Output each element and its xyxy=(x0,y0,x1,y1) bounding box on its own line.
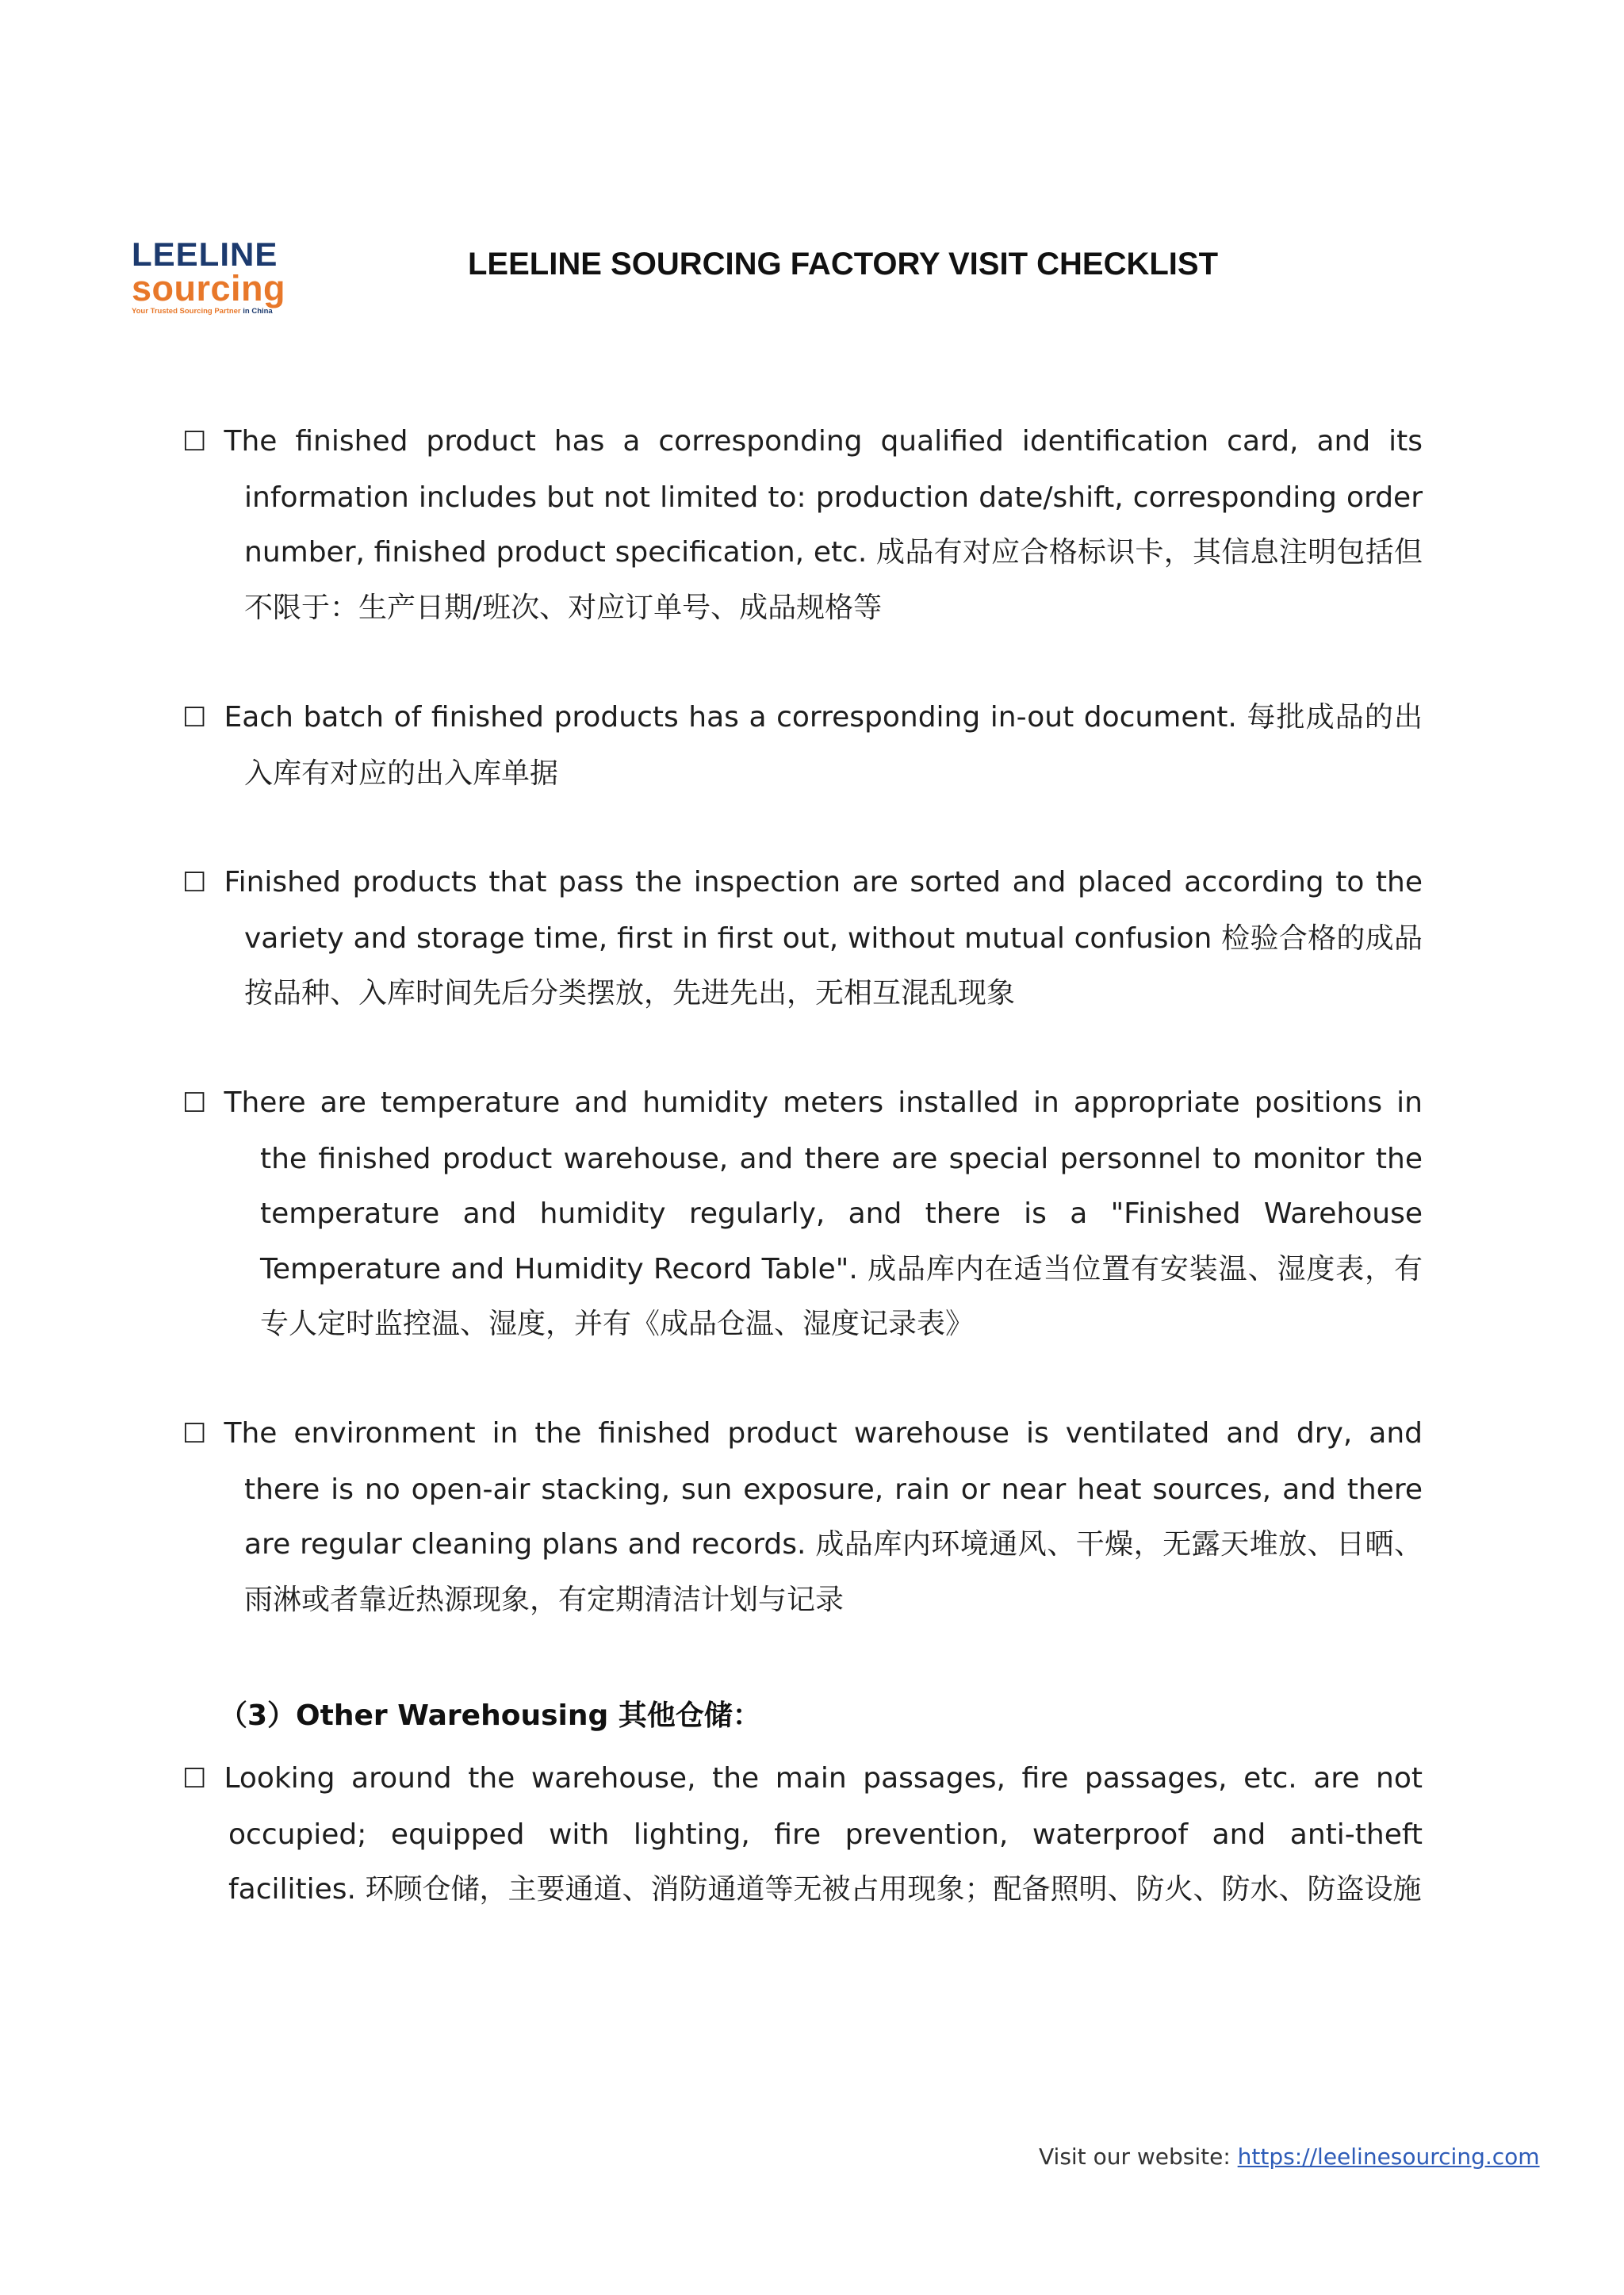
checkbox-icon[interactable]: ☐ xyxy=(182,1418,207,1450)
item-text-en: Each batch of finished products has a corresponding in-out document. xyxy=(224,701,1237,734)
item-text-en: Finished products that pass the inspection are sorted and placed according to the variety and storage time, first in first out, without mutual confusion xyxy=(224,866,1423,955)
section-heading: （3）Other Warehousing 其他仓储： xyxy=(219,1699,761,1732)
item-text-zh: 环顾仓储，主要通道、消防通道等无被占用现象；配备照明、防火、防水、防盗设施 xyxy=(365,1873,1422,1906)
item-text-en: Looking around the warehouse, the main passages, fire passages, etc. are not occupied; equipped with lighting, fire prevention, waterproof and anti-theft facilities. xyxy=(224,1762,1423,1906)
checklist-item xyxy=(182,1751,1423,1918)
checkbox-icon[interactable]: ☐ xyxy=(182,426,207,458)
checkbox-icon[interactable]: ☐ xyxy=(182,867,207,898)
item-text-en: The environment in the finished product warehouse is ventilated and dry, and there is no open-air stacking, sun exposure, rain or near heat sources, and there are regular cleaning plans and records. xyxy=(224,1417,1423,1561)
logo-wordmark-leeline: LEELINE xyxy=(132,236,278,273)
item-text-en: The finished product has a corresponding qualified identification card, and its information includes but not limited to: production date/shift, corresponding order number, finished product specification, etc. xyxy=(224,425,1423,569)
website-link[interactable]: https://leelinesourcing.com xyxy=(1237,2144,1540,2170)
item-text-en: There are temperature and humidity meters installed in appropriate positions in the finished product warehouse, and there are special personnel to monitor the temperature and humidity regularly, and there is a "Finished Warehouse Temperature and Humidity Record Table". xyxy=(224,1086,1423,1285)
item-text-zh: 检验合格的成品按品种、入库时间先后分类摆放，先进先出，无相互混乱现象 xyxy=(244,921,1423,1010)
logo-wordmark-sourcing: sourcing xyxy=(132,268,286,308)
footer-label: Visit our website: xyxy=(1039,2144,1238,2170)
checklist-item xyxy=(182,855,1423,1021)
item-text-zh: 成品库内在适当位置有安装温、湿度表，有专人定时监控温、湿度，并有《成品仓温、湿度记录表》 xyxy=(260,1252,1423,1340)
checklist-item xyxy=(182,1406,1423,1627)
logo-tagline xyxy=(132,306,290,317)
checkbox-icon[interactable]: ☐ xyxy=(182,1763,207,1795)
logo-tagline-rest: in China xyxy=(240,307,273,316)
company-logo xyxy=(132,238,290,327)
checkbox-icon[interactable]: ☐ xyxy=(182,1087,207,1119)
item-text-zh: 成品库内环境通风、干燥，无露天堆放、日晒、雨淋或者靠近热源现象，有定期清洁计划与记录 xyxy=(244,1528,1423,1616)
checkbox-icon[interactable]: ☐ xyxy=(182,702,207,734)
checklist-item xyxy=(182,414,1423,635)
logo-tagline-accent: Your Trusted Sourcing Partner xyxy=(132,307,241,316)
footer xyxy=(1039,2141,1540,2173)
item-text-zh: 每批成品的出入库有对应的出入库单据 xyxy=(244,701,1423,790)
item-text-zh: 成品有对应合格标识卡，其信息注明包括但不限于：生产日期/班次、对应订单号、成品规格等 xyxy=(244,536,1423,624)
checklist-item xyxy=(182,1075,1423,1352)
checklist-item xyxy=(182,690,1423,801)
page-title: LEELINE SOURCING FACTORY VISIT CHECKLIST xyxy=(468,247,1219,282)
